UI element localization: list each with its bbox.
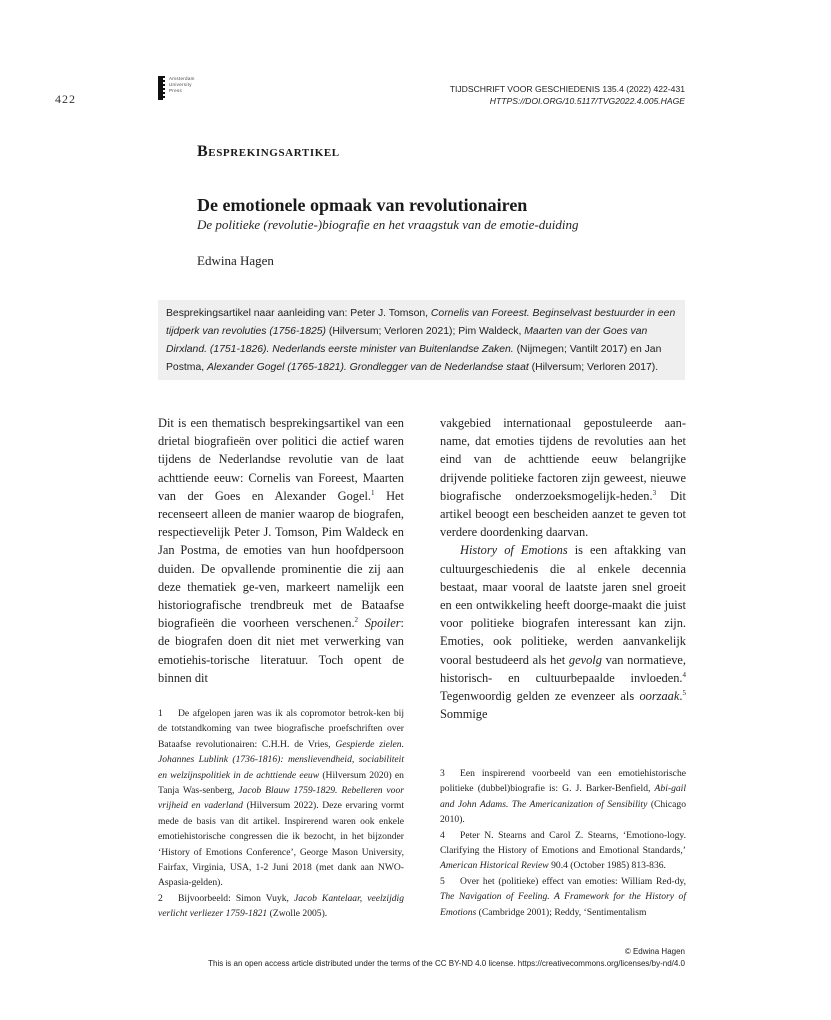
article-author: Edwina Hagen bbox=[197, 253, 274, 268]
publisher-logo bbox=[158, 76, 195, 100]
page-footer bbox=[208, 946, 685, 970]
footnote-ref[interactable]: 2 bbox=[354, 616, 359, 625]
copyright: © Edwina Hagen bbox=[624, 947, 685, 956]
footnote-ref[interactable]: 1 bbox=[371, 488, 375, 497]
book-title: Cornelis van Foreest. Beginselvast bestuurder in een tijdperk van revoluties (1756-1825) bbox=[166, 308, 676, 337]
page-number: 422 bbox=[55, 92, 76, 106]
body-column-right bbox=[440, 414, 686, 723]
footnote: 1 De afgelopen jaren was ik als copromotor betrok-ken bij de totstandkoming van twee biografische proefschriften over Bataafse revolutionairen: C.H.H. de Vries, Gespierde zielen. Johannes Lublink (1736-1816): menslievendheid, sociabiliteit en welzijnspolitiek in de achttiende eeuw (Hilversum 2020) en Tanja Was-senberg, Jacob Blauw 1759-1829. Rebelleren voor vrijheid en vaderland (Hilversum 2022). Deze ervaring vormt mede de basis van dit artikel. Inspirerend waren ook enkele emotiehistorische congressen die ik bezocht, in het bijzonder ‘History of Emotions Conference’, George Mason University, Fairfax, Virginia, USA, 1-2 Juni 2018 (met dank aan NWO-Aspasia-gelden). bbox=[158, 708, 404, 889]
footnote: 4 Peter N. Stearns and Carol Z. Stearns, ‘Emotiono-logy. Clarifying the History of Emotions and Emotional Standards,’ American Historical Review 90.4 (October 1985) 813-836. bbox=[440, 829, 686, 872]
footnote-ref[interactable]: 3 bbox=[652, 488, 657, 497]
footnotes-right bbox=[440, 766, 686, 920]
footnote: 3 Een inspirerend voorbeeld van een emotiehistorische politieke (dubbel)biografie is: G. J. Barker-Benfield, Abi-gail and John Adams. The Americanization of Sensibility (Chicago 2010). bbox=[440, 768, 686, 826]
article-subtitle: De politieke (revolutie-)biografie en het vraagstuk van de emotie-duiding bbox=[197, 217, 579, 232]
footnote: 2 Bijvoorbeeld: Simon Vuyk, Jacob Kantelaar, veelzijdig verlicht verliezer 1759-1821 (Zwolle 2005). bbox=[158, 892, 404, 920]
footnote-ref[interactable]: 5 bbox=[682, 688, 686, 697]
footnote: 5 Over het (politieke) effect van emoties: William Red-dy, The Navigation of Feeling. A Framework for the History of Emotions (Cambridge 2001); Reddy, ‘Sentimentalism bbox=[440, 875, 686, 918]
book-title: Maarten van der Goes van Dirxland. (1751-1826). Nederlands eerste minister van Buitenlandse Zaken. bbox=[166, 326, 648, 355]
reviewed-books-box: Besprekingsartikel naar aanleiding van: Peter J. Tomson, Cornelis van Foreest. Beginselvast bestuurder in een tijdperk van revoluties (1756-1825) (Hilversum; Verloren 2021); Pim Waldeck, Maarten van der Goes van Dirxland. (1751-1826). Nederlands eerste minister van Buitenlandse Zaken. (Nijmegen; Vantilt 2017) en Jan Postma, Alexander Gogel (1765-1821). Grondlegger van de Nederlandse staat (Hilversum; Verloren 2017). bbox=[158, 300, 685, 380]
paragraph: vakgebied internationaal gepostuleerde aan-name, dat emoties tijdens de revoluties aan het eind van de achttiende eeuw belangrijke drijvende politieke factoren zijn geweest, nieuwe biografische onderzoeksmogelijk-heden.$^3$ Dit artikel beoogt een bescheiden aanzet te geven tot verdere doordenking daarvan. bbox=[440, 416, 686, 540]
journal-citation: TIJDSCHRIFT VOOR GESCHIEDENIS 135.4 (2022) 422-431 bbox=[449, 84, 685, 94]
paragraph: History of Emotions is een aftakking van cultuurgeschiedenis die al enkele decennia bestaat, maar vooral de laatste jaren snel groeit en een ontwikkeling heeft doorge-maakt die juist voor politieke biografen interessant kan zijn. Emoties, ook politieke, werden aanvankelijk vooral bestudeerd als het gevolg van normatieve, historisch- en cultuurbepaalde invloeden.$^4$ Tegenwoordig gelden ze evenzeer als oorzaak.$^5$ Sommige bbox=[440, 543, 686, 722]
doi-link[interactable]: HTTPS://DOI.ORG/10.5117/TVG2022.4.005.HAGE bbox=[489, 96, 685, 106]
book-title: Alexander Gogel (1765-1821). Grondlegger van de Nederlandse staat bbox=[207, 362, 529, 373]
footnote-ref[interactable]: 4 bbox=[682, 670, 686, 679]
body-column-left bbox=[158, 414, 404, 687]
section-label: Besprekingsartikel bbox=[197, 143, 340, 160]
footnotes-left bbox=[158, 706, 404, 922]
publisher-name: Amsterdam University Press bbox=[169, 76, 195, 93]
license-notice[interactable]: This is an open access article distributed under the terms of the CC BY-ND 4.0 license. https://creativecommons.org/licenses/by-nd/4.0 bbox=[208, 959, 685, 968]
journal-header bbox=[450, 83, 685, 107]
article-title: De emotionele opmaak van revolutionairen bbox=[197, 195, 528, 215]
paragraph: Dit is een thematisch besprekingsartikel van een drietal biografieën over politici die actief waren tijdens de Nederlandse revolutie van de laat achttiende eeuw: Cornelis van Foreest, Maarten van der Goes en Alexander Gogel.$^1$ Het recenseert alleen de manier waarop de biografen, respectievelijk Peter J. Tomson, Pim Waldeck en Jan Postma, de emoties van hun hoofdpersoon duiden. De opvallende prominentie die zij aan deze thematiek ge-ven, markeert namelijk een historiografische trendbreuk met de Bataafse biografieën die voorheen verschenen.$^2$ Spoiler: de biografen doen dit niet met verwerking van emotiehis-torische literatuur. Toch opent de binnen dit bbox=[158, 416, 404, 685]
aup-logo-icon bbox=[158, 76, 163, 100]
